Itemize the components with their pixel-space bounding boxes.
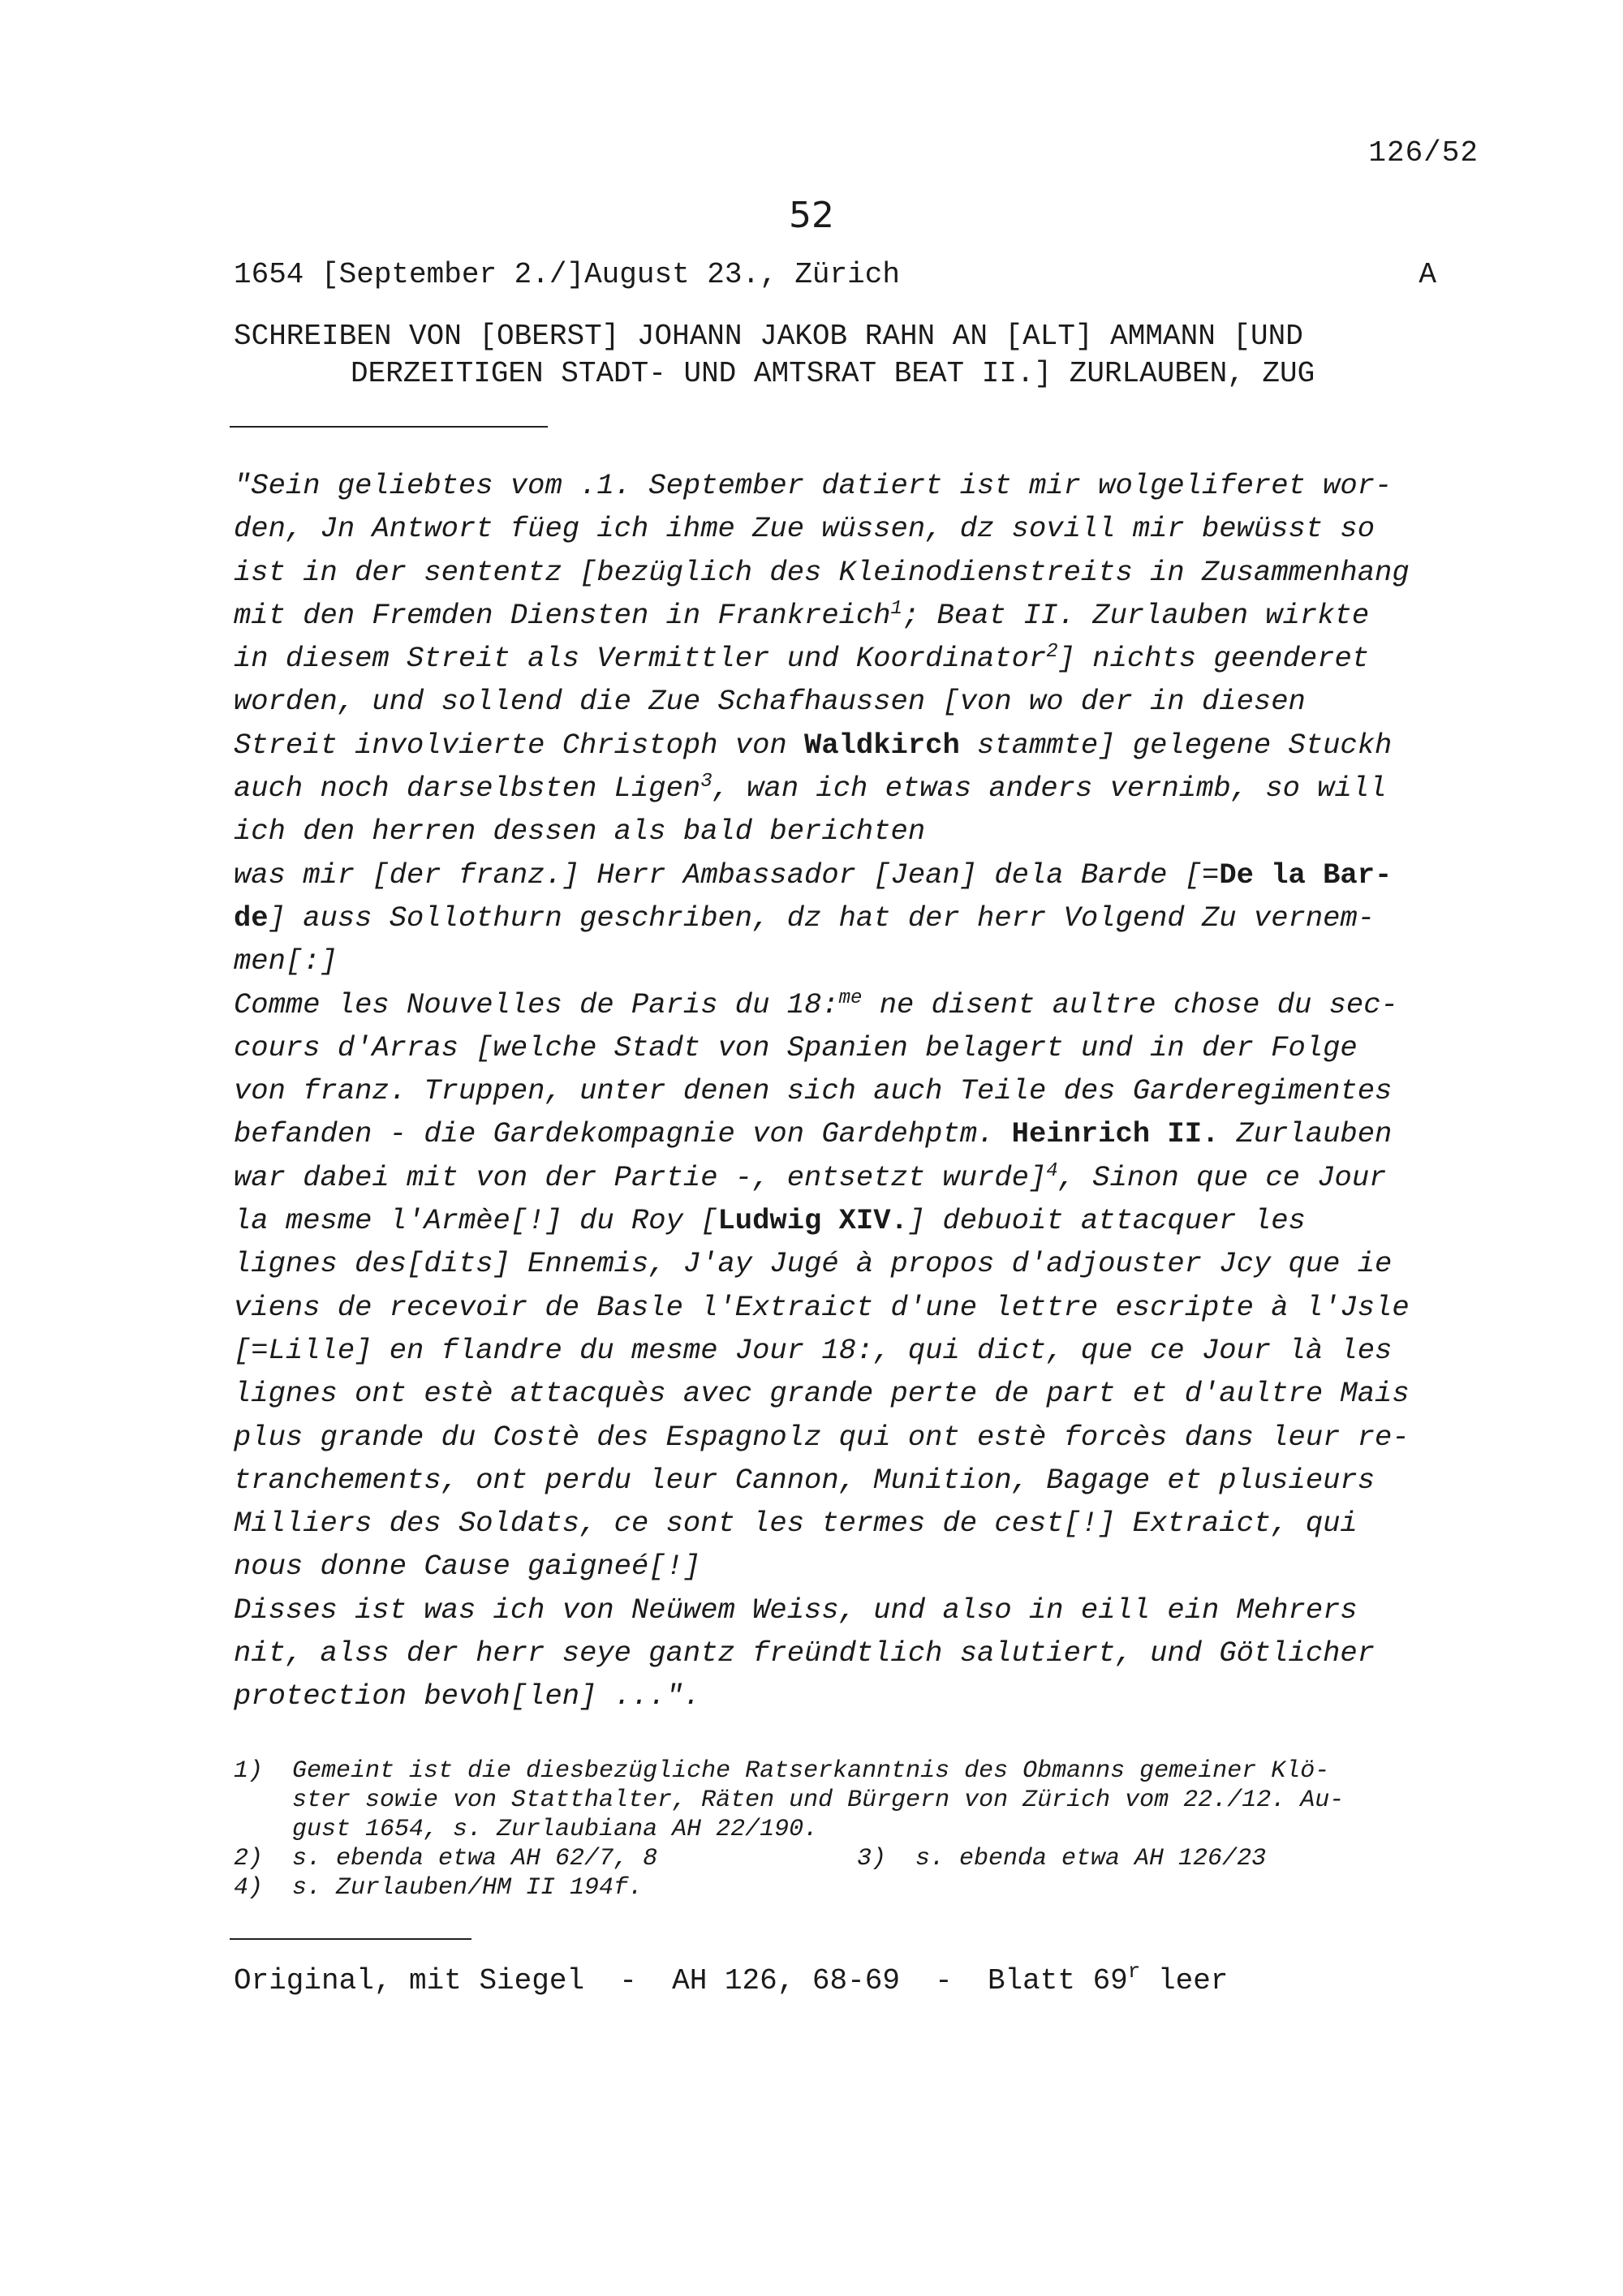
person-name: de: [234, 901, 269, 935]
text-run: Comme les Nouvelles de Paris du 18:: [234, 987, 839, 1021]
text-run: ne disent aultre chose du sec-: [862, 987, 1398, 1021]
footnote-3: [857, 1844, 1480, 1873]
dateline: [234, 258, 1436, 291]
footnote-text: s. ebenda etwa AH 62/7, 8: [292, 1845, 658, 1872]
superscript: me: [838, 987, 863, 1009]
body-line: ist in der sententz [bezüglich des Kleinodienstreits in Zusammenhang: [234, 555, 1410, 589]
text-run: ] auss Sollothurn geschriben, dz hat der herr Volgend Zu vernem-: [268, 901, 1375, 935]
body-line: den, Jn Antwort füeg ich ihme Zue wüssen, dz sovill mir bewüsst so: [234, 512, 1375, 546]
person-name: Ludwig XIV.: [717, 1204, 908, 1238]
body-line: nit, alss der herr seye gantz freündtlich salutiert, und Götlicher: [234, 1636, 1375, 1670]
archive-reference: 126/52: [1368, 136, 1479, 170]
body-line: viens de recevoir de Basle l'Extraict d'une lettre escripte à l'Jsle: [234, 1290, 1410, 1324]
person-name: Heinrich II.: [1011, 1117, 1220, 1151]
body-line: [234, 724, 1483, 767]
text-run: auch noch darselbsten Ligen: [234, 772, 701, 806]
footnote-number: 1): [234, 1757, 264, 1785]
body-line: [234, 1156, 1483, 1199]
body-line: tranchements, ont perdu leur Cannon, Munition, Bagage et plusieurs: [234, 1463, 1375, 1497]
body-line: plus grande du Costè des Espagnolz qui ont estè forcès dans leur re-: [234, 1420, 1410, 1454]
text-run: ; Beat II. Zurlauben wirkte: [902, 598, 1370, 632]
text-run: in diesem Streit als Vermittler und Koordinator: [234, 642, 1047, 676]
body-line: "Sein geliebtes vom .1. September datiert ist mir wolgeliferet wor-: [234, 469, 1393, 502]
footnote-text: s. Zurlauben/HM II 194f.: [292, 1874, 644, 1902]
footnote-number: 3): [857, 1845, 887, 1872]
footnote-text: Gemeint ist die diesbezügliche Ratserkanntnis des Obmanns gemeiner Klö- ster sowie von Statthalter, Räten und Bürgern von Zürich vom 22./12. Au- gust 1654, s. Zurlaubiana AH 22/190.: [292, 1757, 1345, 1843]
footnote-2: [234, 1844, 857, 1873]
body-line: [=Lille] en flandre du mesme Jour 18:, qui dict, que ce Jour là les: [234, 1333, 1393, 1367]
text-run: , Sinon que ce Jour: [1057, 1160, 1387, 1194]
body-line: [234, 983, 1483, 1026]
body-line: protection bevoh[len] ...".: [234, 1679, 701, 1713]
text-run: stammte] gelegene Stuckh: [959, 728, 1393, 762]
body-line: [234, 896, 1483, 939]
body-line: cours d'Arras [welche Stadt von Spanien belagert und in der Folge: [234, 1030, 1358, 1064]
footnotes: [234, 1756, 1500, 1903]
footnote-4: [234, 1873, 1500, 1903]
title-divider: [230, 426, 548, 428]
text-run: la mesme l'Armèe[!] du Roy [: [234, 1204, 718, 1238]
body-line: [234, 1199, 1483, 1242]
footnote-ref: 4: [1046, 1159, 1058, 1182]
person-name: Waldkirch: [804, 728, 960, 762]
body-line: worden, und sollend die Zue Schafhaussen [von wo der in diesen: [234, 685, 1306, 719]
body-line: [234, 853, 1483, 896]
footnote-number: 4): [234, 1874, 264, 1902]
document-title: [234, 318, 1451, 393]
body-line: nous donne Cause gaigneé[!]: [234, 1550, 701, 1584]
source-note: [234, 1959, 1229, 1997]
body-line: men[:]: [234, 944, 338, 978]
body-line: [234, 767, 1483, 810]
body-line: Disses ist was ich von Neüwem Weiss, und also in eill ein Mehrers: [234, 1593, 1358, 1627]
footnote-text: s. ebenda etwa AH 126/23: [915, 1845, 1267, 1872]
text-run: war dabei mit von der Partie -, entsetzt wurde]: [234, 1160, 1047, 1194]
document-mark: A: [1419, 258, 1436, 291]
text-run: mit den Fremden Diensten in Frankreich: [234, 598, 891, 632]
document-number: 52: [789, 195, 834, 236]
footnote-number: 2): [234, 1845, 264, 1872]
body-line: Milliers des Soldats, ce sont les termes de cest[!] Extraict, qui: [234, 1507, 1358, 1541]
source-text: Original, mit Siegel - AH 126, 68-69 - Blatt 69: [234, 1964, 1128, 1997]
text-run: befanden - die Gardekompagnie von Gardehptm.: [234, 1117, 1012, 1151]
text-run: was mir [der franz.] Herr Ambassador [Jean] dela Barde [=: [234, 858, 1220, 892]
body-line: ich den herren dessen als bald berichten: [234, 815, 926, 849]
footnote-ref: 1: [890, 597, 902, 620]
text-run: Streit involvierte Christoph von: [234, 728, 805, 762]
text-run: , wan ich etwas anders vernimb, so will: [712, 772, 1387, 806]
body-line: lignes des[dits] Ennemis, J'ay Jugé à propos d'adjouster Jcy que ie: [234, 1247, 1393, 1281]
date-place: 1654 [September 2./]August 23., Zürich: [234, 258, 900, 291]
text-run: ] debuoit attacquer les: [907, 1204, 1306, 1238]
footnote-ref: 3: [700, 771, 712, 793]
source-text-end: leer: [1140, 1964, 1229, 1997]
body-line: lignes ont estè attacquès avec grande perte de part et d'aultre Mais: [234, 1377, 1410, 1411]
footnotes-2-3: [234, 1844, 1500, 1873]
title-line-2: DERZEITIGEN STADT- UND AMTSRAT BEAT II.] ZURLAUBEN, ZUG: [351, 357, 1315, 390]
body-line: [234, 637, 1483, 680]
text-run: ] nichts geenderet: [1057, 642, 1370, 676]
body-line: von franz. Truppen, unter denen sich auch Teile des Garderegimentes: [234, 1074, 1393, 1108]
footnote-1: [234, 1756, 1500, 1844]
title-line-1: SCHREIBEN VON [OBERST] JOHANN JAKOB RAHN AN [ALT] AMMANN [UND: [234, 320, 1303, 353]
text-run: Zurlauben: [1219, 1117, 1393, 1151]
body-line: [234, 1112, 1483, 1155]
recto-mark: r: [1127, 1959, 1141, 1984]
footnote-ref: 2: [1046, 641, 1058, 664]
person-name: De la Bar-: [1219, 858, 1393, 892]
letter-body: [234, 464, 1483, 1718]
body-line: [234, 594, 1483, 637]
source-divider: [230, 1938, 471, 1940]
